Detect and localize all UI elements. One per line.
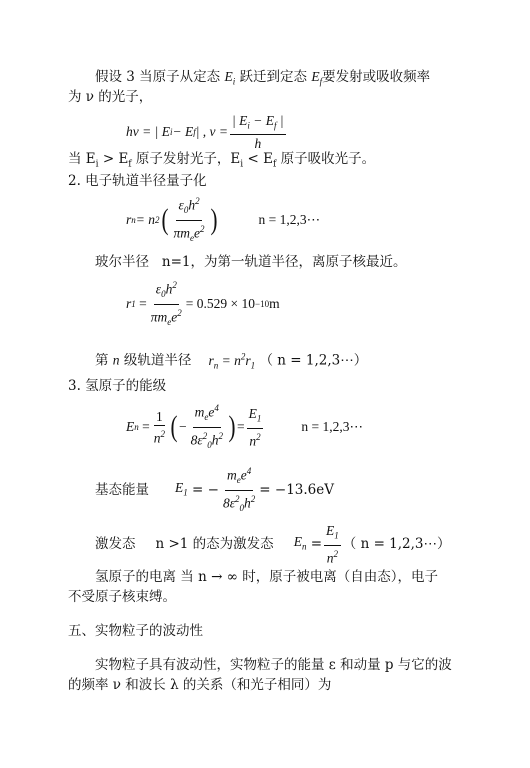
ground-state-label: 基态能量 [95, 482, 149, 498]
matter-wave-line-2: 的频率 ν 和波长 λ 的关系（和光子相同）为 [68, 677, 332, 693]
excited-state-line: 激发态 n >1 的态为激发态 $E_n$ = $\frac{E_1}{n^2}$ （ n = 1,2,3⋯） [95, 522, 451, 566]
bohr-radius-line: 玻尔半径 n=1，为第一轨道半径，离原子核最近。 [95, 254, 407, 270]
matter-wave-line-1: 实物粒子具有波动性，实物粒子的能量 ε 和动量 p 与它的波 [95, 657, 452, 673]
hypothesis-text-c: 要发射或吸收频率 [322, 69, 431, 85]
energy-ef: $E_f$ [311, 69, 323, 87]
bohr-radius-label: 玻尔半径 [95, 254, 149, 270]
energy-ei: $E_i$ [224, 69, 236, 87]
equation-orbit-radius: r n = n 2 ( $\frac{\varepsilon_0h^2}{\pi m_ee^2}$ ) n = 1,2,3⋯ [126, 196, 321, 243]
ground-state-line: 基态能量 $E_1$ = − $\frac{m_ee^4}{8\varepsilon^2_0h^2}$ = −13.6eV [95, 466, 335, 513]
frequency-fraction: $\frac{| E_i - E_f |}{h}$ [232, 112, 284, 152]
hypothesis-text-b: 跃迁到定态 [239, 69, 308, 85]
emission-absorption-line: 当 $E_i > E_f$ 原子发射光子，$E_i < E_f$ 原子吸收光子。 [68, 151, 376, 170]
section-3-heading: 3. 氢原子的能级 [68, 378, 167, 394]
ionization-line-2: 不受原子核束缚。 [68, 589, 176, 605]
hypothesis-line-2: 为 ν 的光子， [68, 89, 153, 105]
nth-orbit-radius-line: 第 n 级轨道半径 $r_n = n^2r_1$ （ n = 1,2,3⋯） [95, 351, 368, 371]
section-2-heading: 2. 电子轨道半径量子化 [68, 173, 207, 189]
hypothesis-text-a: 假设 3 当原子从定态 [95, 69, 221, 85]
equation-bohr-radius: r 1 = $\frac{\varepsilon_0h^2}{\pi m_ee^2}$ = 0.529 × 10 −10 m [126, 280, 280, 327]
excited-state-label: 激发态 [95, 536, 136, 552]
section-5-heading: 五、实物粒子的波动性 [68, 623, 203, 639]
equation-photon-energy: hν = | E i − E f | , ν = $\frac{| E_i - E_f |}{h}$ [126, 112, 284, 152]
equation-energy-levels: E n = $\frac{1}{n^2}$ ( − $\frac{m_ee^4}{8\varepsilon^2_0h^2}$ ) = $\frac{E_1}{n^2}$ n = 1,2,3⋯ [126, 403, 363, 450]
ionization-line-1: 氢原子的电离 当 n → ∞ 时，原子被电离（自由态），电子 [95, 569, 438, 585]
